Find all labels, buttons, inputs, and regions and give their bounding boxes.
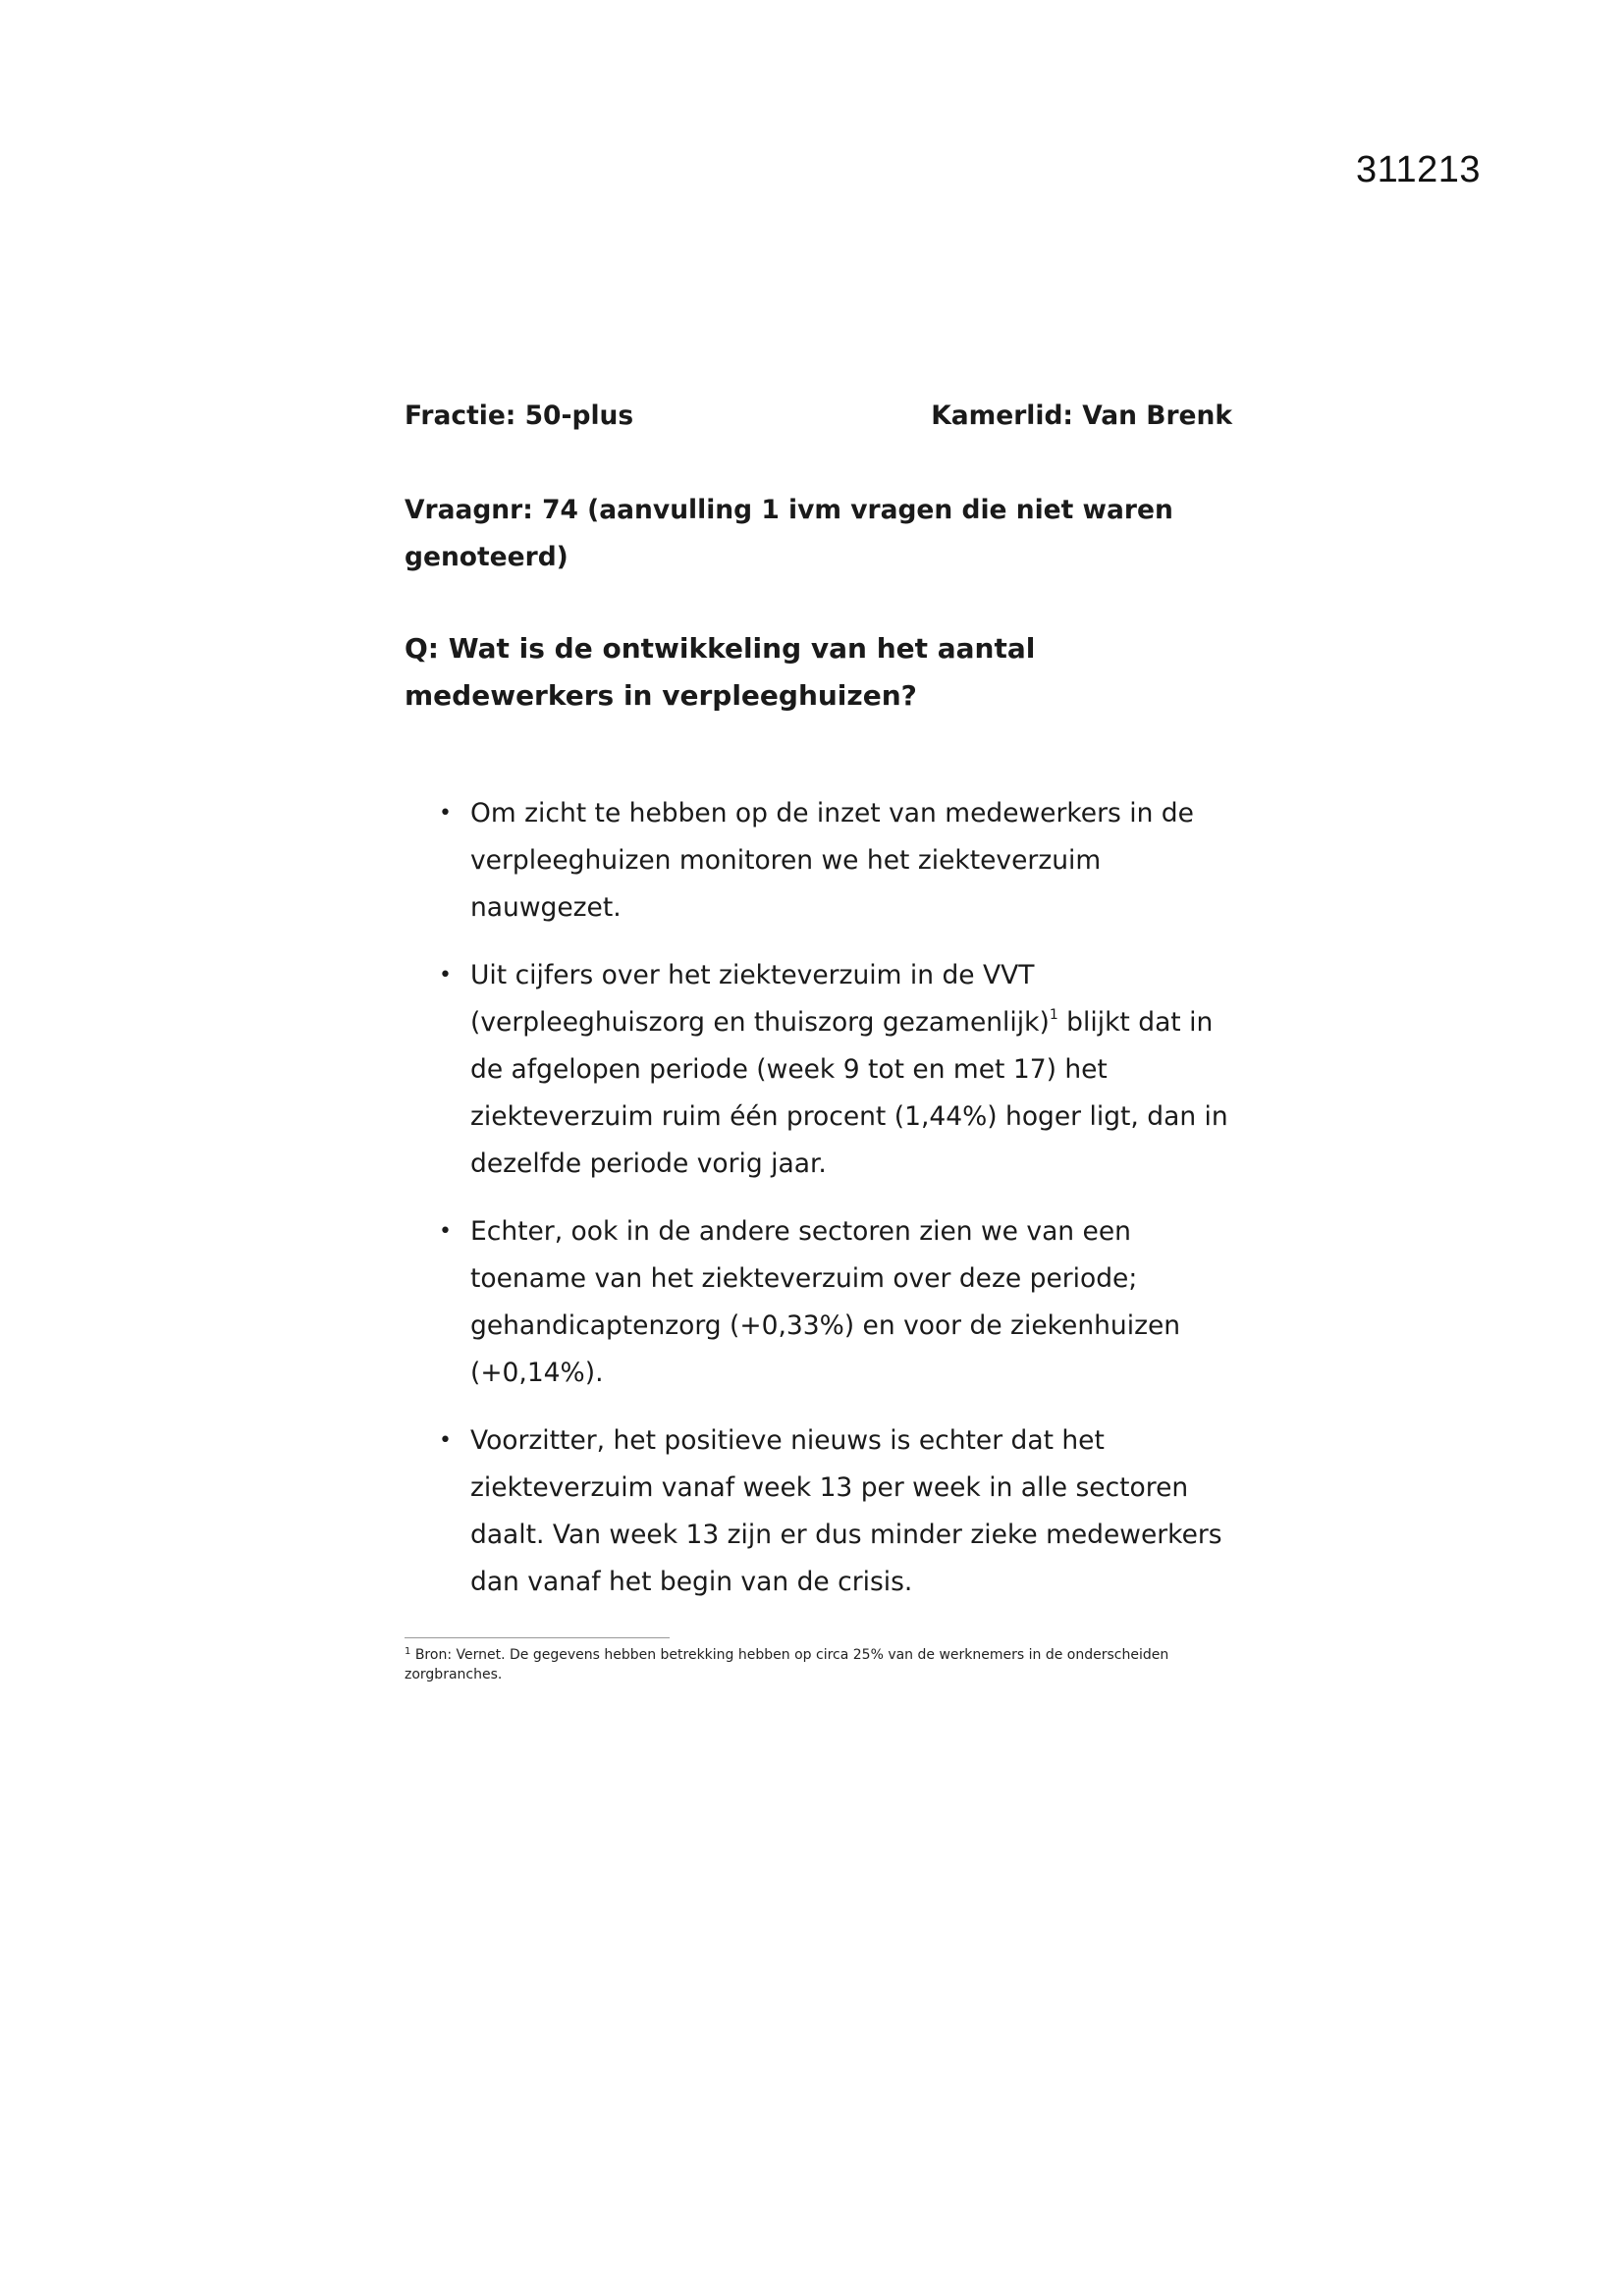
bullet-icon: • <box>439 1219 452 1244</box>
answer-item <box>405 1208 1249 1397</box>
question-text: Q: Wat is de ontwikkeling van het aantal medewerkers in verpleeghuizen? <box>405 632 1036 712</box>
footnote-text: Bron: Vernet. De gegevens hebben betrekking hebben op circa 25% van de werknemers in de onderscheiden zorgbranches. <box>405 1647 1169 1682</box>
bullet-icon: • <box>439 801 452 826</box>
document-body <box>405 393 1239 1627</box>
answer-text: Uit cijfers over het ziekteverzuim in de VVT (verpleeghuiszorg en thuiszorg gezamenlijk) <box>470 960 1050 1038</box>
header-row <box>405 393 1232 440</box>
bullet-icon: • <box>439 963 452 988</box>
answer-text: Echter, ook in de andere sectoren zien we van een toename van het ziekteverzuim over deze periode; gehandicaptenzorg (+0,33%) en voor de ziekenhuizen (+0,14%). <box>470 1216 1181 1388</box>
document-number: 311213 <box>1356 149 1481 190</box>
footnote-reference: 1 <box>1049 1007 1058 1023</box>
answer-text: Voorzitter, het positieve nieuws is echter dat het ziekteverzuim vanaf week 13 per week in alle sectoren daalt. Van week 13 zijn er dus minder zieke medewerkers dan vanaf het begin van de crisis. <box>470 1425 1222 1597</box>
answer-text-continued: blijkt dat in de afgelopen periode (week 9 tot en met 17) het ziekteverzuim ruim één procent (1,44%) hoger ligt, dan in dezelfde periode vorig jaar. <box>470 1007 1228 1179</box>
fractie-label: Fractie: 50-plus <box>405 400 634 431</box>
footnote-marker: 1 <box>405 1646 411 1657</box>
answer-item <box>405 1417 1249 1606</box>
answer-list <box>405 790 1239 1606</box>
footnote <box>405 1645 1239 1684</box>
answer-text: Om zicht te hebben op de inzet van medewerkers in de verpleeghuizen monitoren we het ziekteverzuim nauwgezet. <box>470 798 1194 923</box>
question-number: Vraagnr: 74 (aanvulling 1 ivm vragen die niet waren genoteerd) <box>405 495 1173 572</box>
bullet-icon: • <box>439 1428 452 1453</box>
footnote-separator <box>405 1637 670 1638</box>
answer-item <box>405 952 1249 1188</box>
kamerlid-label: Kamerlid: Van Brenk <box>931 400 1232 431</box>
answer-item <box>405 790 1249 932</box>
